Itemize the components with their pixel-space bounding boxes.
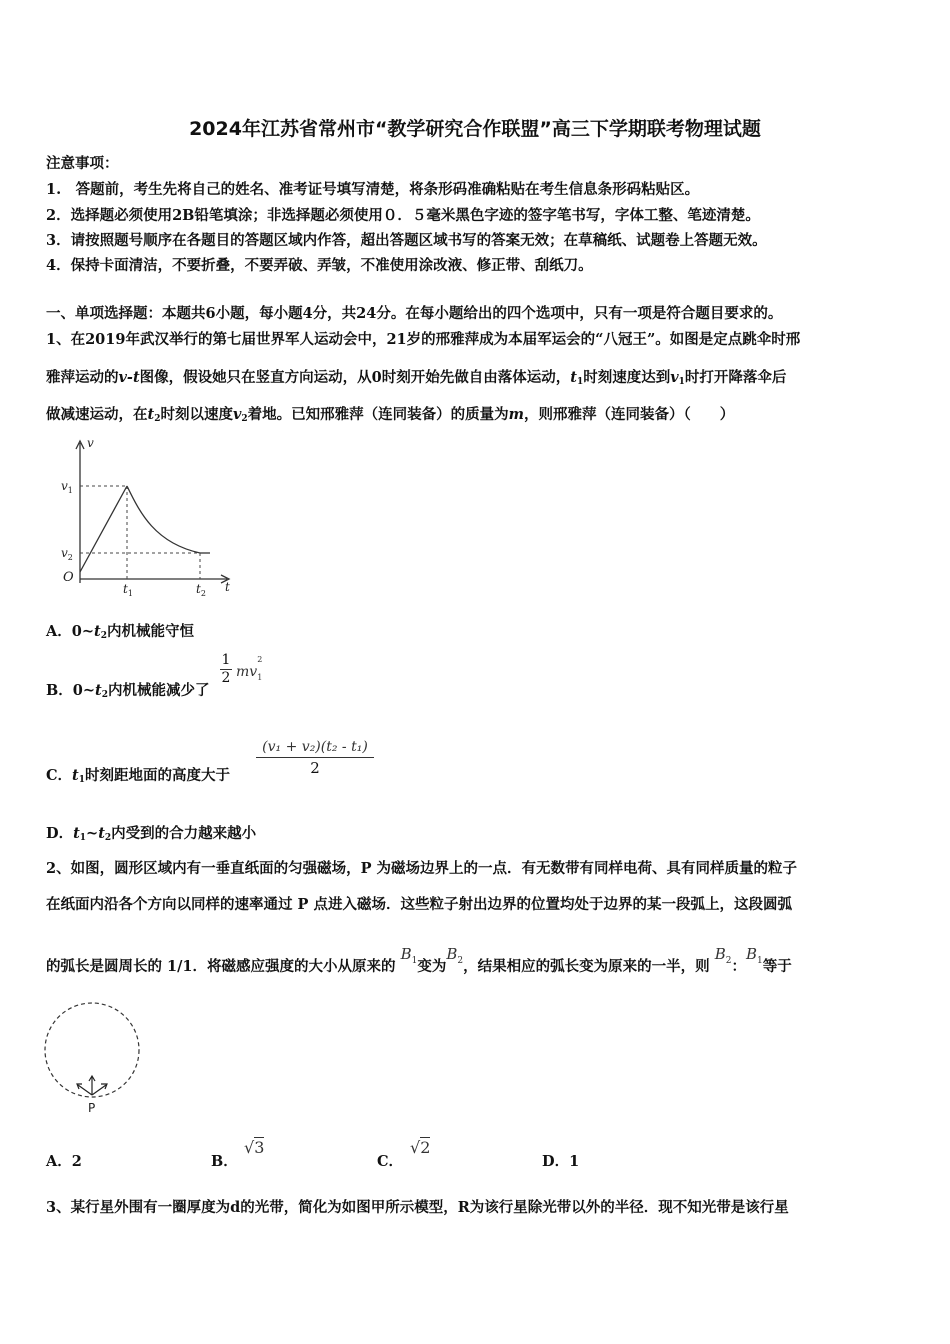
q1-option-c-fraction: $\frac{\text{(v₁ + v₂)(t₂ - t₁)}}{2}$ [256,737,374,778]
notice-item-2: 2．选择题必须使用2B铅笔填涂；非选择题必须使用０．５毫米黑色字迹的签字笔书写，字体工整、笔迹清楚。 [46,207,760,224]
notice-heading: 注意事项： [46,155,119,172]
label-v1: $v_1$ [61,479,73,495]
q2-option-d: D．1 [542,1153,580,1170]
q1-stem-line-2: 雅萍运动的v-t图像，假设她只在竖直方向运动，从0时刻开始先做自由落体运动，$t_1$时刻速度达到$v_1$时打开降落伞后 [46,369,787,387]
deceleration-curve [127,486,200,553]
exam-title: 2024年江苏省常州市“教学研究合作联盟”高三下学期联考物理试题 [189,118,761,140]
q2-option-b-value: √3 [244,1138,265,1157]
q3-stem-line-1: 3、某行星外围有一圈厚度为d的光带，简化为如图甲所示模型，R为该行星除光带以外的半径．现不知光带是该行星 [46,1199,789,1216]
q1-option-b-expression: $mv_1$ 2 [236,655,263,682]
q2-stem-line-3: 的弧长是圆周长的 1/1．将磁感应强度的大小从原来的 $B_1$变为$B_2$，结果相应的弧长变为原来的一半，则 $B_2$：$B_1$等于 [46,945,792,975]
notice-item-3: 3．请按照题号顺序在各题目的答题区域内作答，超出答题区域书写的答案无效；在草稿纸、试题卷上答题无效。 [46,232,767,249]
section-heading: 一、单项选择题：本题共6小题，每小题4分，共24分。在每小题给出的四个选项中，只有一项是符合题目要求的。 [46,305,783,322]
q1-option-c: C．$t_1$时刻距地面的高度大于 [46,767,231,785]
q1-option-a: A．$0\sim t_2$内机械能守恒 [46,623,194,641]
point-p-label: P [88,1101,96,1115]
q2-option-a: A．2 [46,1153,82,1170]
q2-option-c-value: √2 [410,1138,431,1157]
label-t1: $t_1$ [123,582,133,598]
label-v2: $v_2$ [61,546,73,562]
notice-item-1: 1. 答题前，考生先将自己的姓名、准考证号填写清楚，将条形码准确粘贴在考生信息条形码粘贴区。 [46,181,700,198]
q1-option-b-fraction: $\frac{1}{2}$ [221,652,231,686]
q1-stem-line-1: 1、在2019年武汉举行的第七届世界军人运动会中，21岁的邢雅萍成为本届军运会的“八冠王”。如图是定点跳伞时邢 [46,331,801,348]
velocity-arrows [77,1076,107,1095]
q1-stem-line-3: 做减速运动，在$t_2$时刻以速度$v_2$着地。已知邢雅萍（连同装备）的质量为m，则邢雅萍（连同装备）（ ） [46,406,735,424]
label-origin: O [63,570,74,585]
vt-graph [55,433,245,598]
notice-item-4: 4．保持卡面清洁，不要折叠，不要弄破、弄皱，不准使用涂改液、修正带、刮纸刀。 [46,257,593,274]
q2-option-b: B． [211,1153,238,1170]
magnetic-field-circle [40,995,150,1117]
q2-option-c: C． [377,1153,404,1170]
axis-label-t: t [225,580,230,594]
q2-stem-line-1: 2、如图，圆形区域内有一垂直纸面的匀强磁场，P 为磁场边界上的一点．有无数带有同样电荷、具有同样质量的粒子 [46,860,798,877]
axis-label-v: v [87,436,94,450]
q1-option-d: D．$t_1\sim t_2$内受到的合力越来越小 [46,825,257,843]
free-fall-segment [80,486,127,572]
q1-option-b: B．$0\sim t_2$内机械能减少了 [46,682,210,700]
label-t2: $t_2$ [196,582,206,598]
q2-stem-line-2: 在纸面内沿各个方向以同样的速率通过 P 点进入磁场．这些粒子射出边界的位置均处于边界的某一段弧上，这段圆弧 [46,896,792,913]
